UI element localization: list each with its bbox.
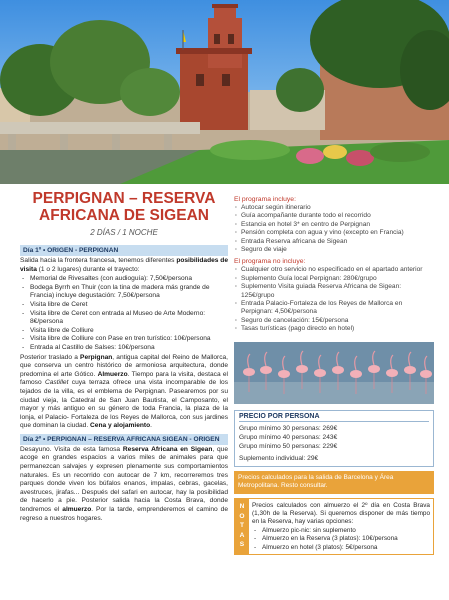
notes-letter: A <box>239 531 245 539</box>
includes-title: El programa incluye: <box>234 196 296 203</box>
notes-letter: O <box>239 512 245 520</box>
paragraph-run: Perpignan <box>80 353 113 361</box>
day2-description <box>20 446 228 523</box>
excludes-item: · Entrada Palacio-Fortaleza de los Reyes de Mallorca en Perpignan: 4,50€/persona <box>234 300 434 317</box>
excludes-item: · Suplemento Visita guiada Reserva Africana de Sigean: 125€/grupo <box>234 283 434 300</box>
includes-item: · Estancia en hotel 3* en centro de Perpignan <box>234 221 434 229</box>
includes-item: · Autocar según itinerario <box>234 204 434 212</box>
excludes-item: · Seguro de cancelación: 15€/persona <box>234 317 434 325</box>
includes-item: · Entrada Reserva africana de Sigean <box>234 238 434 246</box>
day1-intro <box>20 257 228 274</box>
day1-visit-options <box>20 275 228 352</box>
paragraph-run: almuerzo <box>62 506 92 514</box>
departure-note: Precios calculados para la salida de Barcelona y Área Metropolitana. Resto consultar. <box>234 471 434 494</box>
day1-heading: Día 1º • ORIGEN - PERPIGNAN <box>20 245 228 256</box>
paragraph-run: Castillet <box>44 379 69 387</box>
paragraph-run: Desayuno. Visita de esta famosa <box>20 445 123 453</box>
day1-intro-tail: (1 o 2 lugares) durante el trayecto: <box>36 265 140 273</box>
paragraph-run: . Por la tarde, emprenderemos el camino de regreso a nuestros hogares. <box>20 506 228 522</box>
day1-description <box>20 354 228 431</box>
itinerary-column <box>20 184 228 524</box>
paragraph-run: , que acoge en grandes espacios a varios miles de animales para que permanezcan salvajes y expresen plenamente sus comportamientos naturales. Es un recorrido con autocar de 7 km, recorreremos tres parques donde viven los búfalos enanos, impalas, cebras, gacelas, avestruces, jirafas... Después del safari en autocar, hay la posibilidad de hacerlo a pie. Posterior salida hacia la Costa Brava, donde tendremos el <box>20 445 228 514</box>
visit-option: - Entrada al Castillo de Salses: 10€/persona <box>20 344 228 353</box>
flamingos-image <box>234 342 434 404</box>
visit-option: - Visita libre de Ceret con entrada al Museo de Arte Moderno: 8€/persona <box>20 310 228 327</box>
info-column <box>234 196 434 555</box>
notes-body <box>249 499 433 554</box>
page-title: PERPIGNAN – RESERVA AFRICANA DE SIGEAN <box>32 190 216 224</box>
paragraph-run: Posterior traslado a <box>20 353 81 361</box>
visit-option: - Bodega Byrrh en Thuir (con la tina de madera más grande de Francia) incluye degustación: 7,50€/persona <box>20 284 228 301</box>
perpignan-castle-photo <box>0 0 449 184</box>
notes-options <box>252 527 430 552</box>
excludes-item: · Suplemento Guía local Perpignan: 280€/grupo <box>234 275 434 283</box>
notes-option: - Almuerzo pic-nic: sin suplemento <box>252 527 430 535</box>
visit-option: - Memorial de Rivesaltes (con audioguía): 7,50€/persona <box>20 275 228 284</box>
flamingo-photo <box>234 342 434 404</box>
notes-option: - Almuerzo en hotel (3 platos): 5€/persona <box>252 544 430 552</box>
notes-box <box>234 498 434 555</box>
excludes-title: El programa no incluye: <box>234 258 306 266</box>
paragraph-run: , antigua capital del Reino de Mallorca, que conserva un centro histórico de armoniosa arquitectura, donde predomina el arte Gótico. <box>20 353 228 378</box>
excludes-item: · Cualquier otro servicio no especificado en el apartado anterior <box>234 266 434 274</box>
includes-list <box>234 204 434 254</box>
price-box <box>234 410 434 467</box>
visit-option: - Visita libre de Ceret <box>20 301 228 310</box>
paragraph-run: Cena y alojamiento <box>90 422 151 430</box>
price-line: Grupo mínimo 50 personas: 229€ <box>239 442 338 450</box>
day1-intro-text: Salida hacia la frontera francesa, tenemos diferentes <box>20 257 175 264</box>
day1-intro-bold: posibilidades de visita <box>20 257 228 273</box>
price-title: PRECIO POR PERSONA <box>239 413 429 422</box>
notes-side-label <box>235 499 249 554</box>
paragraph-run: Almuerzo <box>97 370 128 378</box>
hero-photo-castillet <box>0 0 449 184</box>
visit-option: - Visita libre de Colliure <box>20 327 228 336</box>
includes-item: · Seguro de viaje <box>234 246 434 254</box>
notes-option: - Almuerzo en la Reserva (3 platos): 10€/persona <box>252 535 430 543</box>
paragraph-run: . Tiempo para la visita, destaca el famoso <box>20 370 228 387</box>
price-line: Grupo mínimo 40 personas: 243€ <box>239 433 338 441</box>
notes-letter: T <box>239 522 245 530</box>
excludes-list <box>234 266 434 333</box>
page-subtitle: 2 DÍAS / 1 NOCHE <box>90 228 158 237</box>
notes-letter: N <box>239 503 245 511</box>
notes-text: Precios calculados con almuerzo el 2º día en Costa Brava (1,30h de la Reserva). Si queremos disponer de más tiempo en la Reserva, hay varias opciones: <box>252 501 430 525</box>
day2-heading: Día 2º • PERPIGNAN – RESERVA AFRICANA SIGEAN - ORIGEN <box>20 434 228 445</box>
notes-letter: S <box>239 541 245 549</box>
includes-item: · Guía acompañante durante todo el recorrido <box>234 212 434 220</box>
paragraph-run: . <box>150 422 152 430</box>
single-supplement: Suplemento individual: 29€ <box>239 454 319 462</box>
paragraph-run: cuya terraza ofrece una vista incomparable de los tejados de la villa, es el emblema de Perpignan. Pasearemos por su ciudad vieja, la Catedral de San Juan Bautista, el Camposanto, el mayor y más antiguo en su género de toda Francia, la plaza de la lonja, el Palacio- Fortaleza de los Reyes de Mallorca, con sus jardines que dominan la ciudad. <box>20 379 228 430</box>
excludes-item: · Tasas turísticas (pago directo en hotel) <box>234 325 434 333</box>
price-line: Grupo mínimo 30 personas: 269€ <box>239 424 338 432</box>
visit-option: - Visita libre de Colliure con Pase en tren turístico: 10€/persona <box>20 335 228 344</box>
includes-item: · Pensión completa con agua y vino (excepto en Francia) <box>234 229 434 237</box>
paragraph-run: Reserva Africana en Sigean <box>122 445 213 453</box>
